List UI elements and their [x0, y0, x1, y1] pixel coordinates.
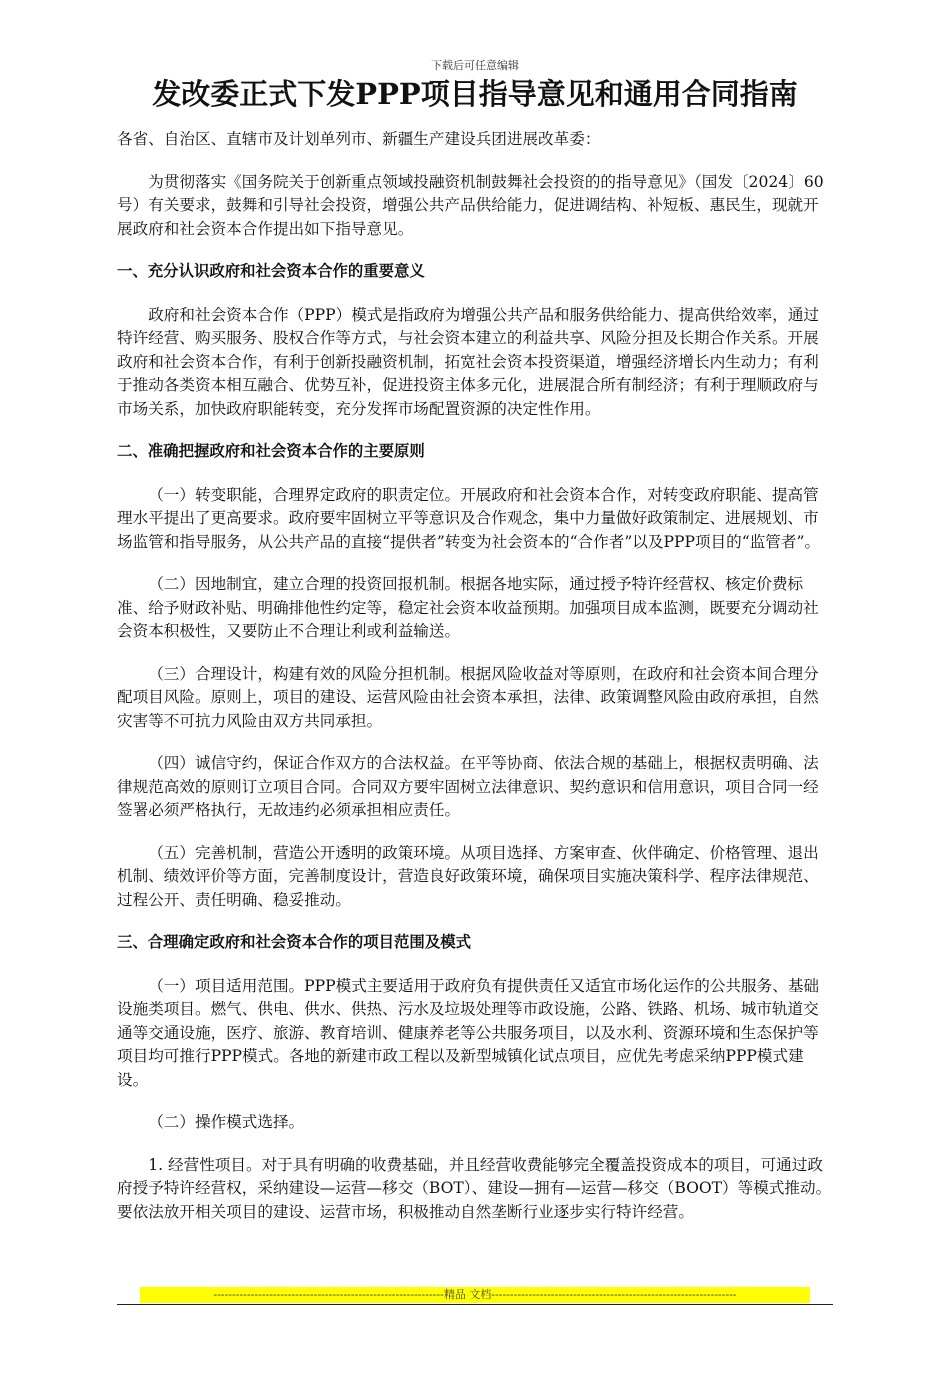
section-2-paragraph-2: （二）因地制宜，建立合理的投资回报机制。根据各地实际，通过授予特许经营权、核定价费标准、给予财政补贴、明确排他性约定等，稳定社会资本收益预期。加强项目成本监测，既要充分调动社会资本积极性，又要防止不合理让利或利益输送。 [117, 575, 819, 640]
document-body [117, 128, 833, 1243]
section-2-paragraph-1: （一）转变职能，合理界定政府的职责定位。开展政府和社会资本合作，对转变政府职能、提高管理水平提出了更高要求。政府要牢固树立平等意识及合作观念，集中力量做好政策制定、进展规划、市场监管和指导服务，从公共产品的直接“提供者”转变为社会资本的“合作者”以及PPP项目的“监管者”。 [117, 485, 821, 551]
section-3-paragraph-3: 1. 经营性项目。对于具有明确的收费基础，并且经营收费能够完全覆盖投资成本的项目，可通过政府授予特许经营权，采纳建设—运营—移交（BOT）、建设—拥有—运营—移交（BOOT）等模式推动。要依法放开相关项目的建设、运营市场，积极推动自然垄断行业逐步实行特许经营。 [117, 1155, 832, 1221]
header-note: 下载后可任意编辑 [431, 59, 519, 72]
section-2-paragraph-5: （五）完善机制，营造公开透明的政策环境。从项目选择、方案审查、伙伴确定、价格管理、退出机制、绩效评价等方面，完善制度设计，营造良好政策环境，确保项目实施决策科学、程序法律规范、过程公开、责任明确、稳妥推动。 [117, 843, 819, 909]
section-heading-1: 一、充分认识政府和社会资本合作的重要意义 [117, 262, 425, 280]
footer-divider [117, 1304, 833, 1305]
section-2-paragraph-4: （四）诚信守约，保证合作双方的合法权益。在平等协商、依法合规的基础上，根据权责明确、法律规范高效的原则订立项目合同。合同双方要牢固树立法律意识、契约意识和信用意识，项目合同一经签署必须严格执行，无故违约必须承担相应责任。 [117, 754, 819, 819]
intro-paragraph: 为贯彻落实《国务院关于创新重点领域投融资机制鼓舞社会投资的的指导意见》（国发〔2024〕60号）有关要求，鼓舞和引导社会投资，增强公共产品供给能力，促进调结构、补短板、惠民生，现就开展政府和社会资本合作提出如下指导意见。 [117, 172, 824, 238]
document-title: 发改委正式下发PPP项目指导意见和通用合同指南 [152, 77, 798, 111]
salutation: 各省、自治区、直辖市及计划单列市、新疆生产建设兵团进展改革委： [117, 130, 601, 148]
section-3-paragraph-2: （二）操作模式选择。 [148, 1113, 305, 1131]
section-2-paragraph-3: （三）合理设计，构建有效的风险分担机制。根据风险收益对等原则，在政府和社会资本间合理分配项目风险。原则上，项目的建设、运营风险由社会资本承担，法律、政策调整风险由政府承担，自然灾害等不可抗力风险由双方共同承担。 [117, 664, 819, 730]
section-3-paragraph-1: （一）项目适用范围。PPP模式主要适用于政府负有提供责任又适宜市场化运作的公共服务、基础设施类项目。燃气、供电、供水、供热、污水及垃圾处理等市政设施，公路、铁路、机场、城市轨道交通等交通设施，医疗、旅游、教育培训、健康养老等公共服务项目，以及水利、资源环境和生态保护等项目均可推行PPP模式。各地的新建市政工程以及新型城镇化试点项目，应优先考虑采纳PPP模式建设。 [117, 976, 820, 1089]
section-1-paragraph: 政府和社会资本合作（PPP）模式是指政府为增强公共产品和服务供给能力、提高供给效率，通过特许经营、购买服务、股权合作等方式，与社会资本建立的利益共享、风险分担及长期合作关系。开展政府和社会资本合作，有利于创新投融资机制，拓宽社会资本投资渠道，增强经济增长内生动力；有利于推动各类资本相互融合、优势互补，促进投资主体多元化，进展混合所有制经济；有利于理顺政府与市场关系，加快政府职能转变，充分发挥市场配置资源的决定性作用。 [117, 305, 820, 418]
footer-banner: --------------------------------------------------------------精品 文档------------------------------------------------------------------ [140, 1287, 810, 1303]
section-heading-2: 二、准确把握政府和社会资本合作的主要原则 [117, 442, 425, 460]
section-heading-3: 三、合理确定政府和社会资本合作的项目范围及模式 [117, 933, 471, 951]
